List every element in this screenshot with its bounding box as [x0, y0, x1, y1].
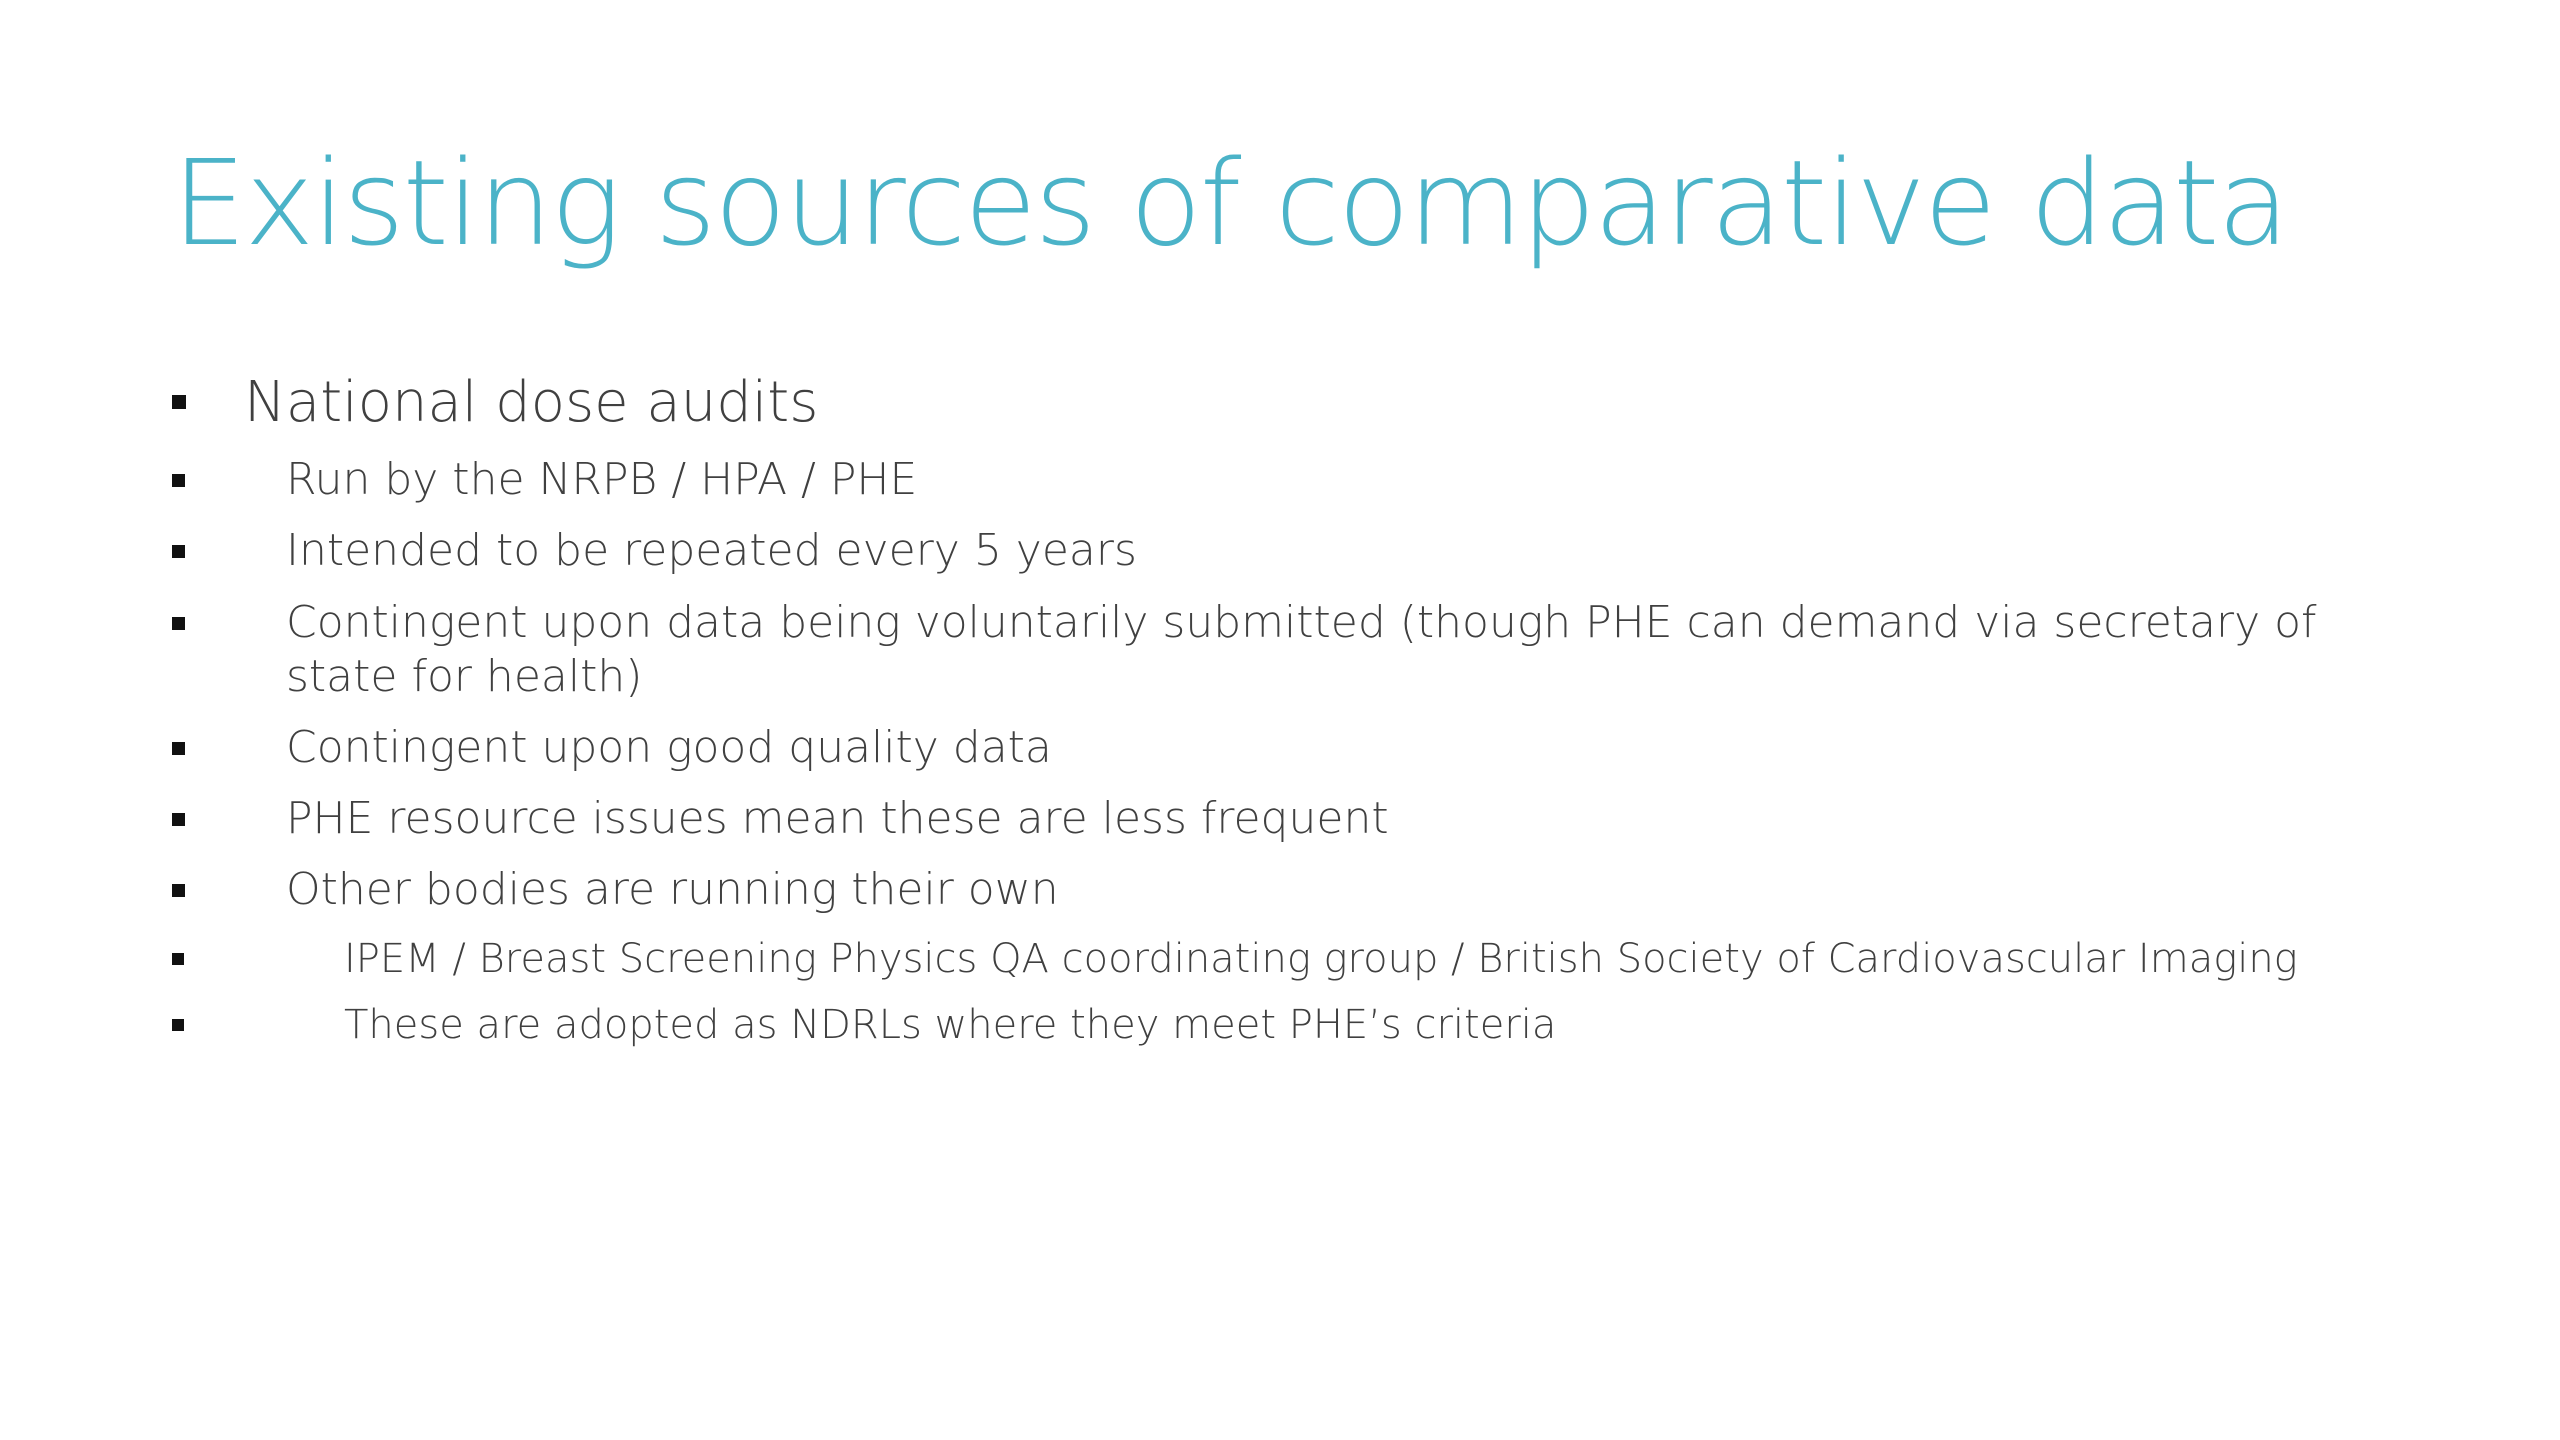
square-bullet-icon [172, 474, 185, 487]
square-bullet-icon [172, 953, 184, 965]
square-bullet-icon [172, 545, 185, 558]
square-bullet-icon [172, 1019, 184, 1031]
bullet-text: Intended to be repeated every 5 years [286, 525, 1137, 576]
bullet-text: Other bodies are running their own [286, 864, 1059, 915]
slide-title: Existing sources of comparative data [172, 134, 2288, 272]
bullet-text: National dose audits [244, 370, 819, 435]
bullet-text: Contingent upon good quality data [286, 722, 1052, 773]
bullet-text: Contingent upon data being voluntarily submitted (though PHE can demand via secretary of state for health) [286, 597, 2317, 702]
bullet-text: IPEM / Breast Screening Physics QA coordinating group / British Society of Cardiovascular Imaging [344, 936, 2298, 982]
square-bullet-icon [172, 813, 185, 826]
bullet-text: These are adopted as NDRLs where they meet PHE’s criteria [344, 1002, 1557, 1048]
bullet-text: PHE resource issues mean these are less frequent [286, 793, 1389, 844]
square-bullet-icon [172, 742, 185, 755]
square-bullet-icon [172, 395, 186, 409]
bullet-text: Run by the NRPB / HPA / PHE [286, 454, 918, 505]
square-bullet-icon [172, 884, 185, 897]
square-bullet-icon [172, 617, 185, 630]
